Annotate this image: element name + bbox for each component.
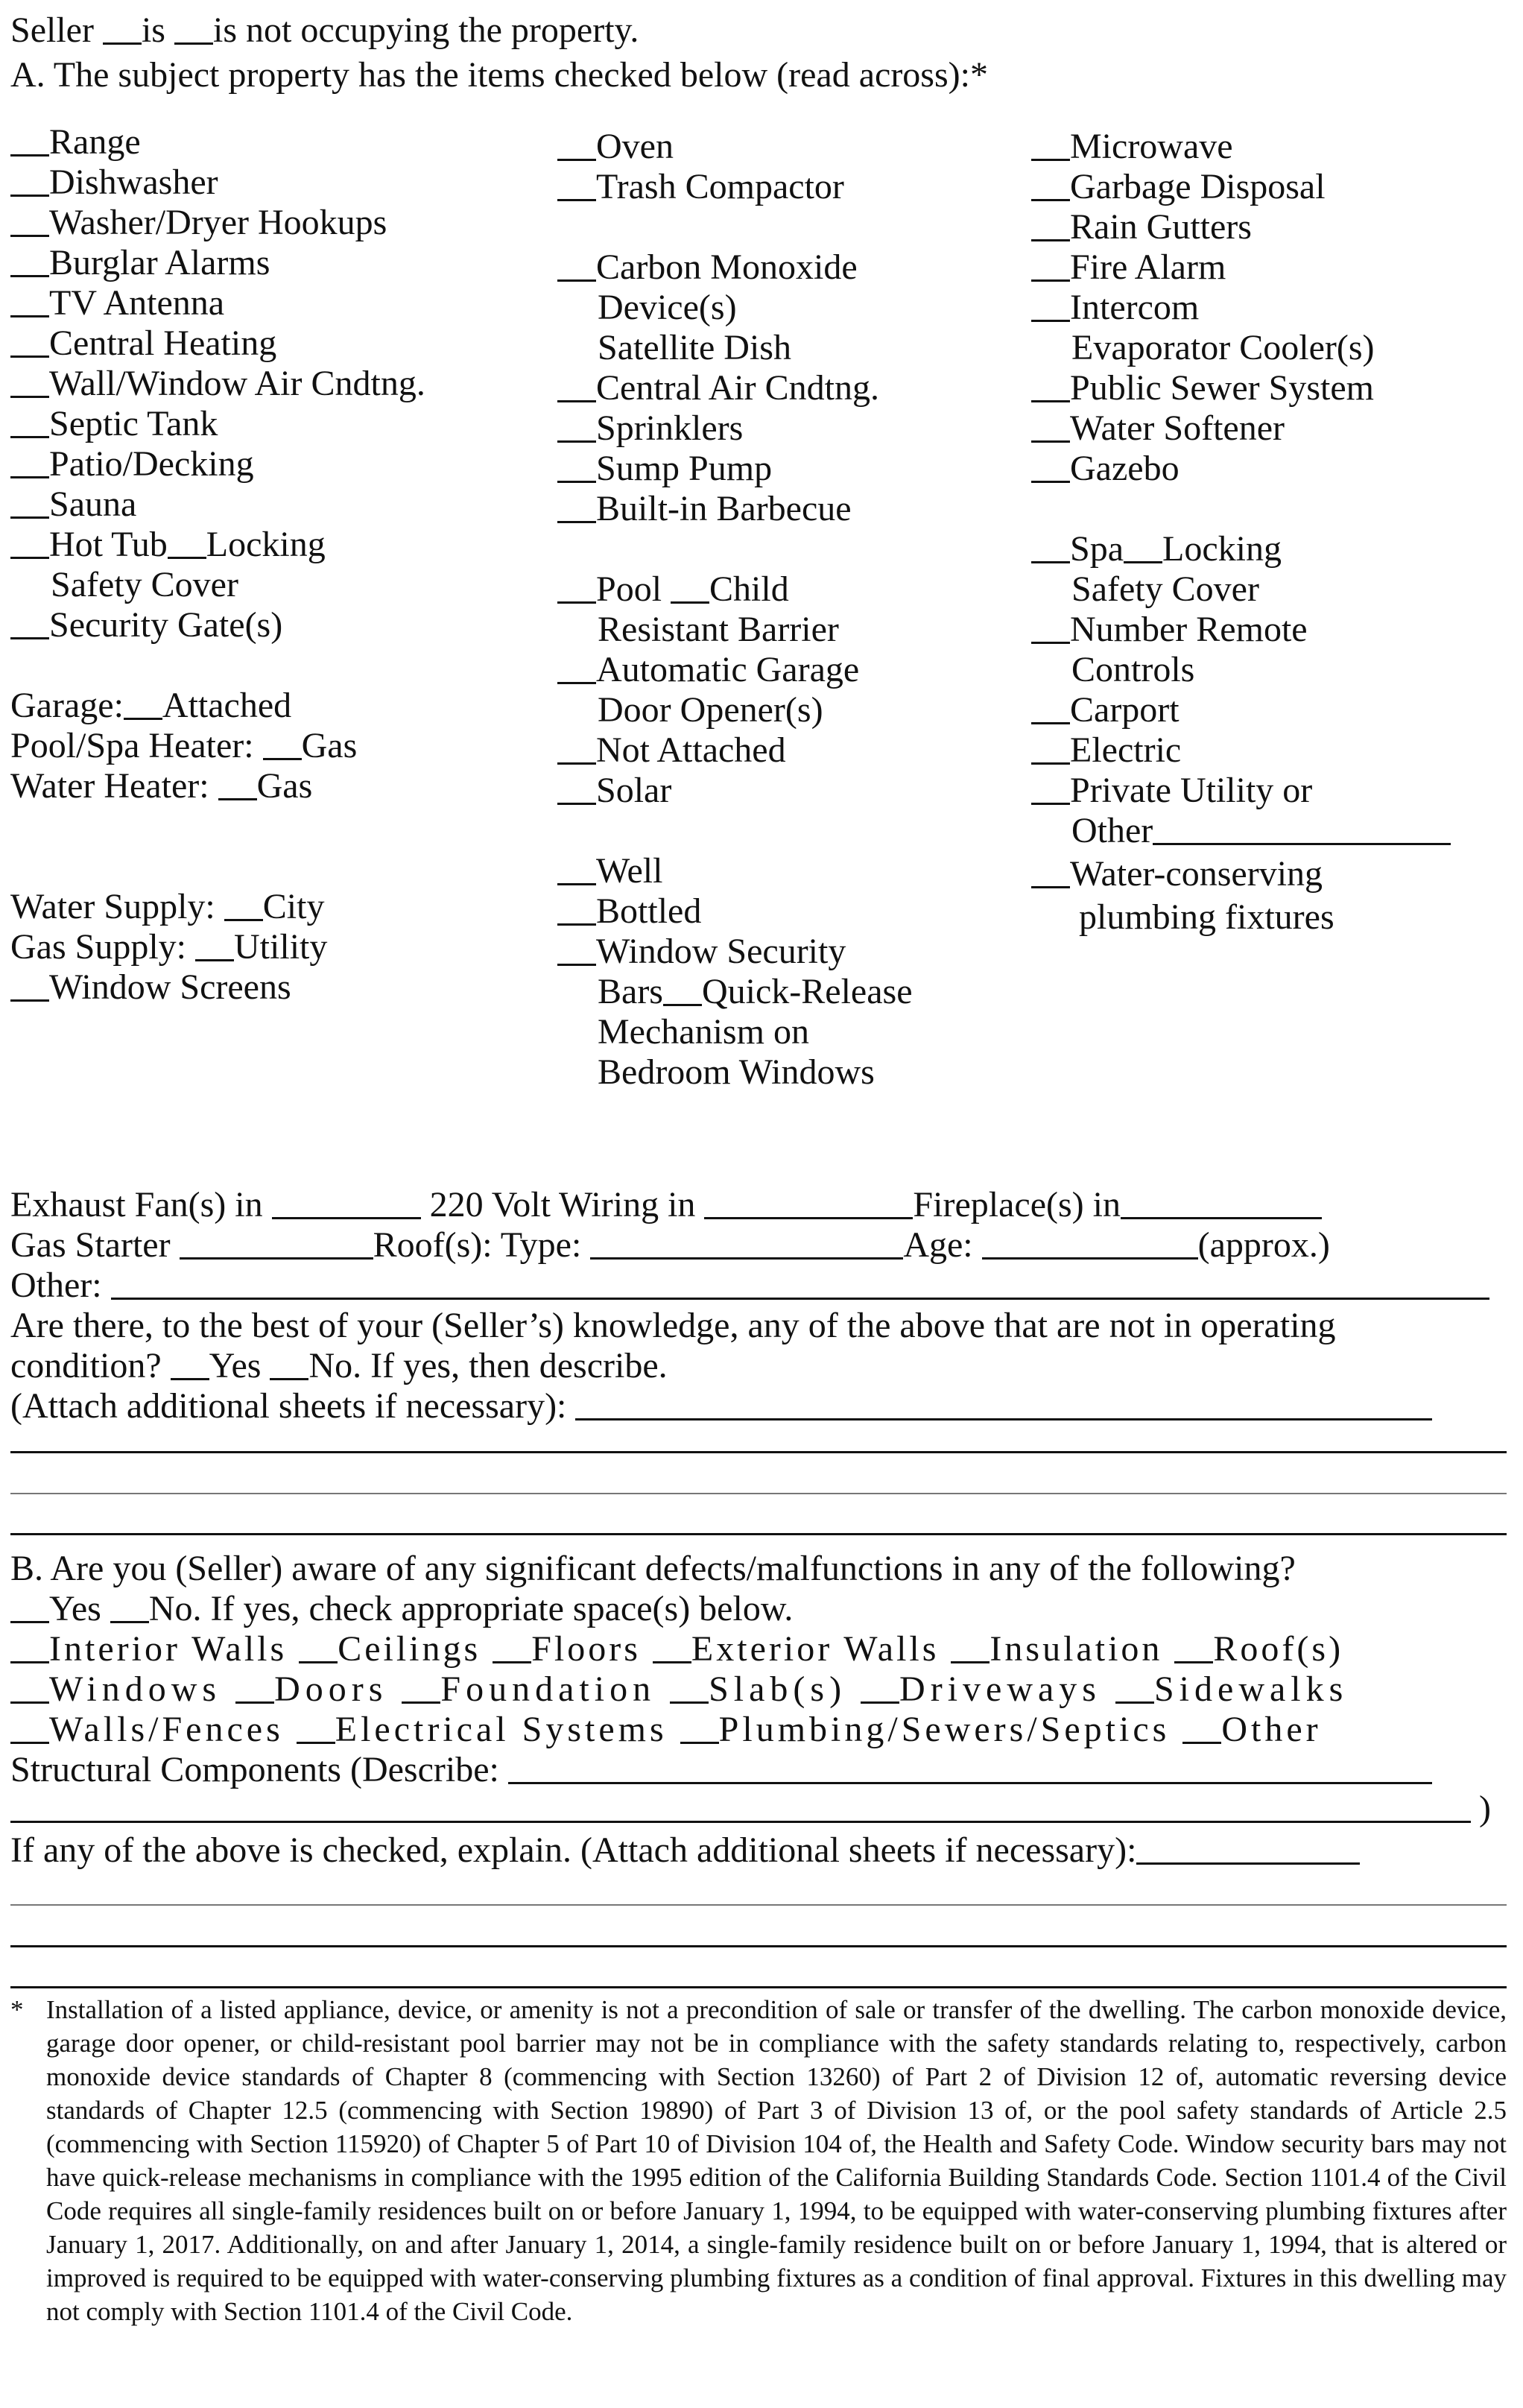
pool-checkbox[interactable] [557, 572, 596, 604]
sidewalks-checkbox[interactable] [1115, 1672, 1154, 1704]
explain-field[interactable] [1136, 1833, 1360, 1865]
sewer-checkbox[interactable] [1031, 370, 1070, 402]
quick-release-checkbox[interactable] [663, 974, 702, 1006]
tv-checkbox[interactable] [10, 285, 49, 317]
item-tv: TV Antenna [10, 283, 224, 323]
other-field[interactable] [1153, 813, 1451, 845]
item-softener: Water Softener [1031, 408, 1285, 449]
fireplace-field[interactable] [1121, 1187, 1322, 1219]
item-water-cons: Water-conserving [1031, 854, 1323, 894]
defects-row-2: Windows Doors Foundation Slab(s) Driveways Sidewalks [10, 1669, 1348, 1710]
item-controls: Controls [1071, 650, 1195, 689]
item-electric: Electric [1031, 730, 1181, 771]
is-occupying-blank[interactable] [103, 13, 142, 45]
doors-checkbox[interactable] [235, 1672, 274, 1704]
heating-checkbox[interactable] [10, 326, 49, 358]
close-paren: ) [1479, 1789, 1491, 1828]
item-water-supply: Water Supply: City [10, 887, 325, 926]
item-dishwasher: Dishwasher [10, 162, 218, 203]
dishwasher-checkbox[interactable] [10, 165, 49, 197]
other-misc-field[interactable] [111, 1268, 1489, 1300]
oven-checkbox[interactable] [557, 129, 596, 161]
exterior-walls-checkbox[interactable] [653, 1631, 691, 1663]
item-carport: Carport [1031, 690, 1180, 730]
auto-garage-checkbox[interactable] [557, 652, 596, 684]
not-attached-checkbox[interactable] [557, 733, 596, 765]
attach-line: (Attach additional sheets if necessary): [10, 1386, 1432, 1426]
item-microwave: Microwave [1031, 127, 1233, 167]
item-bottled: Bottled [557, 891, 701, 932]
bottled-checkbox[interactable] [557, 894, 596, 926]
item-auto-garage: Automatic Garage [557, 650, 859, 690]
gazebo-checkbox[interactable] [1031, 451, 1070, 483]
item-bedroom: Bedroom Windows [598, 1052, 875, 1092]
carport-checkbox[interactable] [1031, 692, 1070, 724]
electric-checkbox[interactable] [1031, 733, 1070, 765]
item-well: Well [557, 851, 662, 891]
hot-tub-locking-checkbox[interactable] [168, 527, 206, 559]
intercom-checkbox[interactable] [1031, 290, 1070, 322]
bbq-checkbox[interactable] [557, 491, 596, 523]
footnote-text: Installation of a listed appliance, device, or amenity is not a precondition of sale or transfer of the dwelling. The carbon monoxide device, garage door opener, or child-resistant pool barrier may not be in compliance with the safety standards relating to, respectively, carbon monoxide device standards of Chapter 8 (commencing with Section 13260) of Part 2 of Division 12 of, automatic reversing device standards of Chapter 12.5 (commencing with Section 19890) of Part 3 of Division 13 of, or the pool safety standards of Article 2.5 (commencing with Section 115920) of Chapter 5 of Part 10 of Division 104 of, the Health and Safety Code. Window security bars may not have quick-release mechanisms in compliance with the 1995 edition of the California Building Standards Code. Section 1101.4 of the Civil Code requires all single-family residences built on or before January 1, 1994, to be equipped with water-conserving plumbing fixtures after January 1, 2017. Additionally, on and after January 1, 2014, a single-family residence built on or before January 1, 1994, that is altered or improved is required to be equipped with water-conserving plumbing fixtures as a condition of final approval. Fixtures in this dwelling may not comply with Section 1101.4 of the Civil Code. [46, 1995, 1507, 2326]
gutters-checkbox[interactable] [1031, 209, 1070, 241]
microwave-checkbox[interactable] [1031, 129, 1070, 161]
driveways-checkbox[interactable] [861, 1672, 899, 1704]
sauna-checkbox[interactable] [10, 487, 49, 519]
item-spa-cover: Safety Cover [1071, 569, 1259, 609]
private-utility-checkbox[interactable] [1031, 773, 1070, 805]
footnote-star: * [10, 1995, 24, 2024]
item-gazebo: Gazebo [1031, 449, 1180, 489]
slabs-checkbox[interactable] [670, 1672, 709, 1704]
item-window-sec: Window Security [557, 932, 846, 972]
defects-yes-checkbox[interactable] [10, 1591, 49, 1623]
range-checkbox[interactable] [10, 124, 49, 157]
windows-checkbox[interactable] [10, 1672, 49, 1704]
item-sewer: Public Sewer System [1031, 368, 1374, 408]
item-pool: Pool Child [557, 569, 789, 610]
item-heating: Central Heating [10, 323, 276, 364]
roof-type-field[interactable] [590, 1227, 903, 1260]
co-checkbox[interactable] [557, 250, 596, 282]
ceilings-checkbox[interactable] [299, 1631, 338, 1663]
sprinklers-checkbox[interactable] [557, 411, 596, 443]
item-hot-tub: Hot Tub Locking [10, 525, 326, 565]
fire-checkbox[interactable] [1031, 250, 1070, 282]
softener-checkbox[interactable] [1031, 411, 1070, 443]
item-private: Private Utility or [1031, 771, 1312, 811]
plumbing-checkbox[interactable] [680, 1712, 719, 1744]
sump-checkbox[interactable] [557, 451, 596, 483]
item-other: Other [1071, 811, 1451, 851]
item-garage: Garage: Attached [10, 686, 292, 725]
defects-no-checkbox[interactable] [110, 1591, 149, 1623]
item-evap: Evaporator Cooler(s) [1071, 328, 1375, 367]
structural-line: Structural Components (Describe: [10, 1750, 1432, 1790]
describe-line-2[interactable] [10, 1493, 1507, 1494]
central-ac-checkbox[interactable] [557, 370, 596, 402]
structural-field[interactable] [508, 1752, 1432, 1784]
section-a-heading: A. The subject property has the items checked below (read across):* [10, 55, 988, 95]
garage-attached-checkbox[interactable] [124, 688, 162, 720]
wall-ac-checkbox[interactable] [10, 366, 49, 398]
item-screens: Window Screens [10, 967, 291, 1008]
age-field[interactable] [982, 1227, 1198, 1260]
window-security-checkbox[interactable] [557, 934, 596, 966]
gate-checkbox[interactable] [10, 607, 49, 639]
item-solar: Solar [557, 771, 671, 811]
structural-line-2[interactable] [10, 1821, 1471, 1823]
item-plumbing: plumbing fixtures [1079, 897, 1334, 937]
section-b-yes-no: Yes No. If yes, check appropriate space(s) below. [10, 1589, 793, 1629]
hot-tub-checkbox[interactable] [10, 527, 49, 559]
explain-line-2[interactable] [10, 1904, 1507, 1906]
question-line-1: Are there, to the best of your (Seller’s) knowledge, any of the above that are not in operating [10, 1306, 1336, 1345]
item-wall-ac: Wall/Window Air Cndtng. [10, 364, 425, 404]
water-heater-gas-checkbox[interactable] [218, 768, 257, 800]
item-resistant: Resistant Barrier [598, 610, 839, 649]
item-satellite: Satellite Dish [598, 328, 791, 367]
item-oven: Oven [557, 127, 674, 167]
item-hot-tub-cover: Safety Cover [51, 565, 238, 604]
defects-row-3: Walls/Fences Electrical Systems Plumbing/Sewers/Septics Other [10, 1710, 1322, 1750]
patio-checkbox[interactable] [10, 446, 49, 478]
explain-line: If any of the above is checked, explain. (Attach additional sheets if necessary): [10, 1830, 1360, 1871]
item-gutters: Rain Gutters [1031, 207, 1252, 247]
seller-label: Seller [10, 10, 94, 50]
trash-checkbox[interactable] [557, 169, 596, 201]
item-bars: Bars Quick-Release [598, 972, 913, 1011]
item-gate: Security Gate(s) [10, 605, 282, 645]
exhaust-line: Exhaust Fan(s) in 220 Volt Wiring in Fireplace(s) in [10, 1185, 1322, 1225]
interior-walls-checkbox[interactable] [10, 1631, 49, 1663]
explain-line-3[interactable] [10, 1945, 1507, 1947]
describe-field[interactable] [575, 1388, 1432, 1421]
gas-starter-field[interactable] [180, 1227, 373, 1260]
number-remote-blank[interactable] [1031, 612, 1070, 644]
is-label: is [141, 10, 165, 50]
item-co: Carbon Monoxide [557, 247, 858, 288]
roofs-checkbox[interactable] [1174, 1631, 1213, 1663]
volt-field[interactable] [704, 1187, 913, 1219]
condition-no-checkbox[interactable] [270, 1348, 308, 1380]
item-central-ac: Central Air Cndtng. [557, 368, 879, 408]
section-b-heading: B. Are you (Seller) aware of any significant defects/malfunctions in any of the following? [10, 1549, 1296, 1588]
item-co-device: Device(s) [598, 288, 737, 327]
water-supply-city-checkbox[interactable] [224, 889, 263, 921]
child-checkbox[interactable] [671, 572, 709, 604]
item-not-attached: Not Attached [557, 730, 786, 771]
walls-fences-checkbox[interactable] [10, 1712, 49, 1744]
item-septic: Septic Tank [10, 404, 218, 444]
electrical-checkbox[interactable] [297, 1712, 335, 1744]
item-number-remote: Number Remote [1031, 610, 1308, 650]
item-bbq: Built-in Barbecue [557, 489, 852, 529]
item-trash: Trash Compactor [557, 167, 844, 207]
garbage-checkbox[interactable] [1031, 169, 1070, 201]
item-water-heater: Water Heater: Gas [10, 766, 313, 806]
other-line: Other: [10, 1265, 1489, 1306]
condition-yes-checkbox[interactable] [171, 1348, 209, 1380]
exhaust-field[interactable] [272, 1187, 421, 1219]
item-intercom: Intercom [1031, 288, 1199, 328]
gas-starter-line: Gas Starter Roof(s): Type: Age: (approx.) [10, 1225, 1330, 1265]
washer-checkbox[interactable] [10, 205, 49, 237]
insulation-checkbox[interactable] [951, 1631, 990, 1663]
defects-row-1: Interior Walls Ceilings Floors Exterior Walls Insulation Roof(s) [10, 1629, 1343, 1669]
gas-supply-utility-checkbox[interactable] [195, 929, 234, 961]
is-not-label: is not occupying the property. [212, 10, 639, 50]
item-gas-supply: Gas Supply: Utility [10, 927, 328, 967]
pool-heater-gas-checkbox[interactable] [263, 728, 302, 760]
floors-checkbox[interactable] [493, 1631, 531, 1663]
item-spa: Spa Locking [1031, 529, 1282, 569]
water-conserving-checkbox[interactable] [1031, 856, 1070, 888]
item-washer: Washer/Dryer Hookups [10, 203, 387, 243]
item-burglar: Burglar Alarms [10, 243, 270, 283]
describe-line-1[interactable] [10, 1451, 1507, 1453]
item-sprinklers: Sprinklers [557, 408, 743, 449]
other-structural-checkbox[interactable] [1182, 1712, 1221, 1744]
well-checkbox[interactable] [557, 853, 596, 885]
is-not-occupying-blank[interactable] [174, 13, 213, 45]
occupancy-line [10, 10, 639, 51]
footnote-divider [10, 1986, 1507, 1988]
item-sump: Sump Pump [557, 449, 772, 489]
item-mechanism: Mechanism on [598, 1012, 809, 1052]
item-fire: Fire Alarm [1031, 247, 1226, 288]
foundation-checkbox[interactable] [402, 1672, 440, 1704]
screens-checkbox[interactable] [10, 970, 49, 1002]
item-sauna: Sauna [10, 484, 136, 525]
septic-checkbox[interactable] [10, 406, 49, 438]
item-patio: Patio/Decking [10, 444, 254, 484]
describe-line-3[interactable] [10, 1533, 1507, 1535]
item-door-opener: Door Opener(s) [598, 690, 823, 730]
item-garbage: Garbage Disposal [1031, 167, 1326, 207]
solar-checkbox[interactable] [557, 773, 596, 805]
spa-checkbox[interactable] [1031, 531, 1070, 563]
burglar-checkbox[interactable] [10, 245, 49, 277]
item-pool-heater: Pool/Spa Heater: Gas [10, 726, 358, 765]
question-line-2: condition? Yes No. If yes, then describe. [10, 1346, 668, 1385]
spa-locking-checkbox[interactable] [1124, 531, 1162, 563]
item-range: Range [10, 122, 141, 162]
